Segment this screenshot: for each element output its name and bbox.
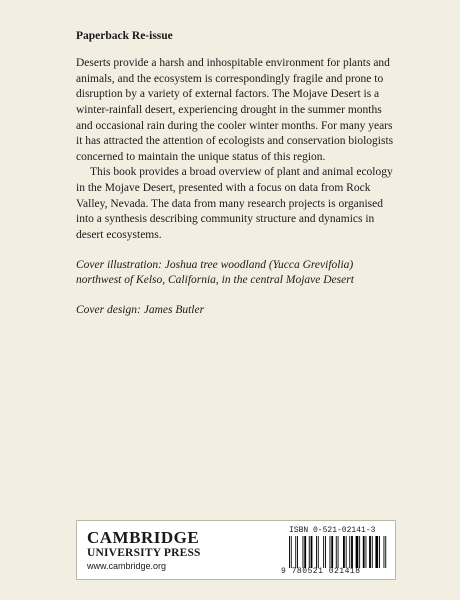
description-paragraph-2: This book provides a broad overview of plant and animal ecology in the Mojave Desert, presented with a focus on data from Rock Valley, Nevada. The data from many research projects is organised into a synthesis describing community structure and dynamics in desert ecosystems. [76,166,393,241]
publisher-label [76,520,396,580]
cambridge-logo [87,529,227,572]
publisher-name: CAMBRIDGE [87,528,200,547]
description-paragraph-1: Deserts provide a harsh and inhospitable environment for plants and animals, and the ecosystem is correspondingly fragile and prone to disruption by a variety of external factors. The Mojave Desert is a winter-rainfall desert, experiencing drought in the summer months and occasional rain during the cooler winter months. For many years it has attracted the attention of ecologists and conservation biologists concerned to maintain the unique status of this region. [76,57,394,163]
cover-illustration-credit: Cover illustration: Joshua tree woodland (Yucca Grevifolia) northwest of Kelso, California, in the central Mojave Desert [76,258,354,287]
barcode-graphic [289,536,389,568]
isbn-text: ISBN 0-521-02141-3 [289,526,376,535]
publisher-website: www.cambridge.org [87,561,167,571]
reissue-heading: Paperback Re-issue [76,30,173,42]
back-cover-text [76,30,396,318]
publisher-subtitle: UNIVERSITY PRESS [87,547,201,559]
barcode-digits: 9 780521 021418 [281,567,361,576]
cover-design-credit: Cover design: James Butler [76,303,205,316]
